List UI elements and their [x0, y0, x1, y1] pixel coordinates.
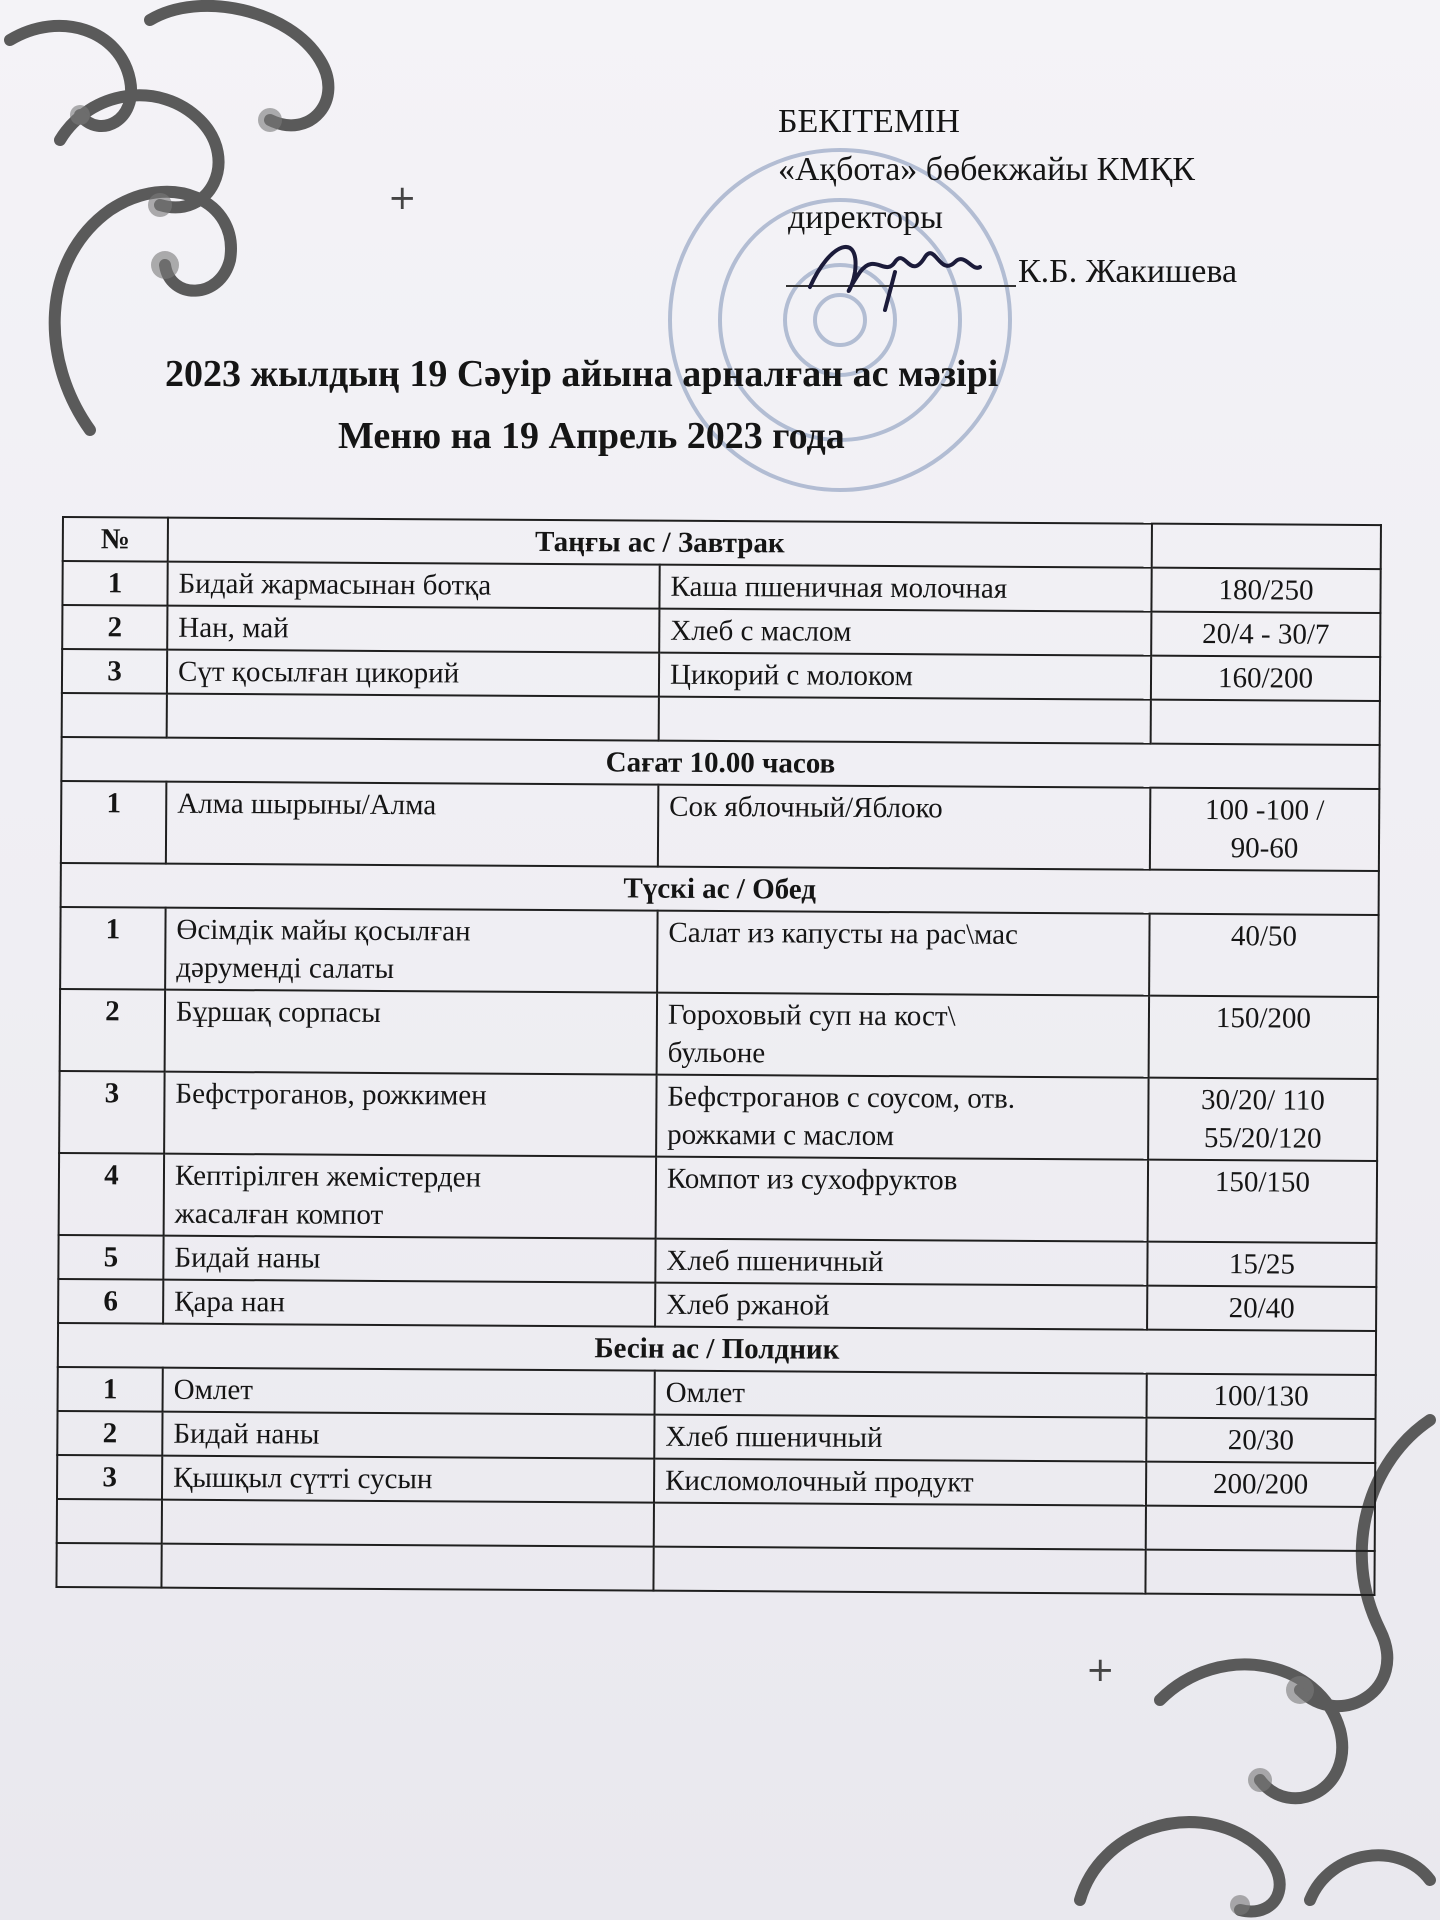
dish-name-kazakh — [165, 990, 657, 1075]
dish-name-russian: Каша пшеничная молочная — [659, 565, 1151, 612]
dish-name-kazakh — [164, 1154, 656, 1239]
dish-name-russian: Сок яблочный/Яблоко — [658, 785, 1150, 870]
breakfast-section-title: Таңғы ас / Завтрак — [168, 518, 1152, 568]
portion-weight-line: 90-60 — [1230, 832, 1299, 865]
text-line: 55/20/120 — [1203, 1121, 1322, 1155]
portion-weight: 15/25 — [1147, 1242, 1376, 1287]
dish-name-russian: Хлеб с маслом — [659, 609, 1151, 656]
portion-weight: 20/30 — [1146, 1418, 1375, 1463]
afternoon-section-title: Бесін ас / Полдник — [58, 1323, 1376, 1375]
table-row — [59, 1153, 1377, 1243]
portion-weight: 20/4 - 30/7 — [1151, 612, 1380, 657]
text-line: 150/200 — [1215, 1002, 1312, 1035]
plus-mark-bottom: + — [1086, 1650, 1115, 1690]
text-line: Гороховый суп на кост\ — [667, 998, 956, 1033]
dish-name-russian — [656, 1157, 1148, 1242]
text-line: бульоне — [667, 1036, 766, 1070]
text-line: 30/20/ 110 — [1200, 1083, 1325, 1117]
dish-name-kazakh: Бидай наны — [163, 1236, 655, 1283]
table-row — [60, 907, 1378, 997]
dish-name-russian — [657, 993, 1149, 1078]
dish-name-kazakh: Сүт қосылған цикорий — [167, 650, 659, 697]
text-line: Өсімдік майы қосылған — [176, 913, 471, 948]
table-row — [59, 1071, 1377, 1161]
row-number: 1 — [61, 781, 166, 864]
lunch-section-title: Түскі ас / Обед — [61, 863, 1379, 915]
portion-weight — [1149, 914, 1378, 997]
dish-name-russian — [657, 911, 1149, 996]
text-line: 40/50 — [1230, 920, 1298, 953]
portion-weight-line: 100 -100 / — [1205, 793, 1325, 827]
text-line: Бефстроганов с соусом, отв. — [667, 1080, 1016, 1115]
dish-name-kazakh: Бидай жармасынан ботқа — [167, 562, 659, 609]
dish-name-russian: Кисломолочный продукт — [654, 1459, 1146, 1506]
dish-name-kazakh: Қышқыл сүтті сусын — [162, 1456, 654, 1503]
portion-weight: 100/130 — [1147, 1374, 1376, 1419]
row-number: 3 — [57, 1455, 162, 1500]
column-number-header: № — [63, 517, 168, 562]
dish-name-russian: Хлеб пшеничный — [654, 1415, 1146, 1462]
text-line: Кептірілген жемістерден — [174, 1159, 482, 1194]
text-line: 150/150 — [1214, 1166, 1311, 1199]
dish-name-russian — [656, 1075, 1148, 1160]
row-number: 1 — [58, 1367, 163, 1412]
text-line: жасалған компот — [174, 1197, 384, 1231]
empty-row — [56, 1543, 1374, 1595]
title-kazakh: 2023 жылдың 19 Сәуір айына арналған ас мәзірі — [165, 353, 999, 395]
row-number: 3 — [62, 649, 167, 694]
text-line: Салат из капусты на рас\мас — [668, 916, 1019, 951]
approval-heading: БЕКІТЕМІН — [778, 103, 960, 140]
text-line: рожками с маслом — [667, 1118, 895, 1153]
text-line: Компот из сухофруктов — [666, 1162, 958, 1197]
dish-name-kazakh — [165, 908, 657, 993]
row-number: 4 — [59, 1153, 164, 1236]
portion-weight — [1149, 996, 1378, 1079]
director-name: К.Б. Жакишева — [1018, 253, 1238, 290]
row-number: 6 — [58, 1279, 163, 1324]
row-number: 5 — [58, 1235, 163, 1280]
text-line: Бұршақ сорпасы — [175, 995, 381, 1029]
table-row — [60, 989, 1378, 1079]
row-number: 1 — [60, 907, 165, 990]
portion-weight — [1148, 1078, 1377, 1161]
dish-name-kazakh: Бидай наны — [162, 1412, 654, 1459]
row-number: 2 — [62, 605, 167, 650]
portion-weight — [1150, 788, 1379, 871]
text-line: Бефстроганов, рожкимен — [175, 1077, 487, 1112]
snack-section-title: Сағат 10.00 часов — [61, 737, 1379, 789]
dish-name-russian: Хлеб пшеничный — [655, 1239, 1147, 1286]
dish-name-russian: Хлеб ржаной — [655, 1283, 1147, 1330]
row-number: 3 — [59, 1071, 164, 1154]
portion-weight — [1148, 1160, 1377, 1243]
text-line: дәруменді салаты — [176, 951, 395, 986]
row-number: 2 — [57, 1411, 162, 1456]
handwritten-signature — [800, 232, 990, 317]
approval-organization: «Ақбота» бөбекжайы КМҚК — [778, 151, 1195, 188]
table-row — [61, 781, 1379, 871]
portion-weight: 160/200 — [1151, 656, 1380, 701]
dish-name-russian: Омлет — [655, 1371, 1147, 1418]
plus-mark-top: + — [388, 178, 417, 218]
dish-name-kazakh: Омлет — [163, 1368, 655, 1415]
row-number: 2 — [60, 989, 165, 1072]
approval-position: директоры — [788, 199, 943, 236]
dish-name-kazakh: Алма шырыны/Алма — [166, 782, 658, 867]
dish-name-russian: Цикорий с молоком — [659, 653, 1151, 700]
title-russian: Меню на 19 Апрель 2023 года — [338, 415, 845, 457]
portion-weight: 20/40 — [1147, 1286, 1376, 1331]
dish-name-kazakh: Нан, май — [167, 606, 659, 653]
weight-header-empty — [1152, 524, 1381, 569]
portion-weight: 180/250 — [1151, 568, 1380, 613]
portion-weight: 200/200 — [1146, 1462, 1375, 1507]
menu-table — [55, 516, 1382, 1596]
row-number: 1 — [62, 561, 167, 606]
dish-name-kazakh: Қара нан — [163, 1280, 655, 1327]
dish-name-kazakh — [164, 1072, 656, 1157]
